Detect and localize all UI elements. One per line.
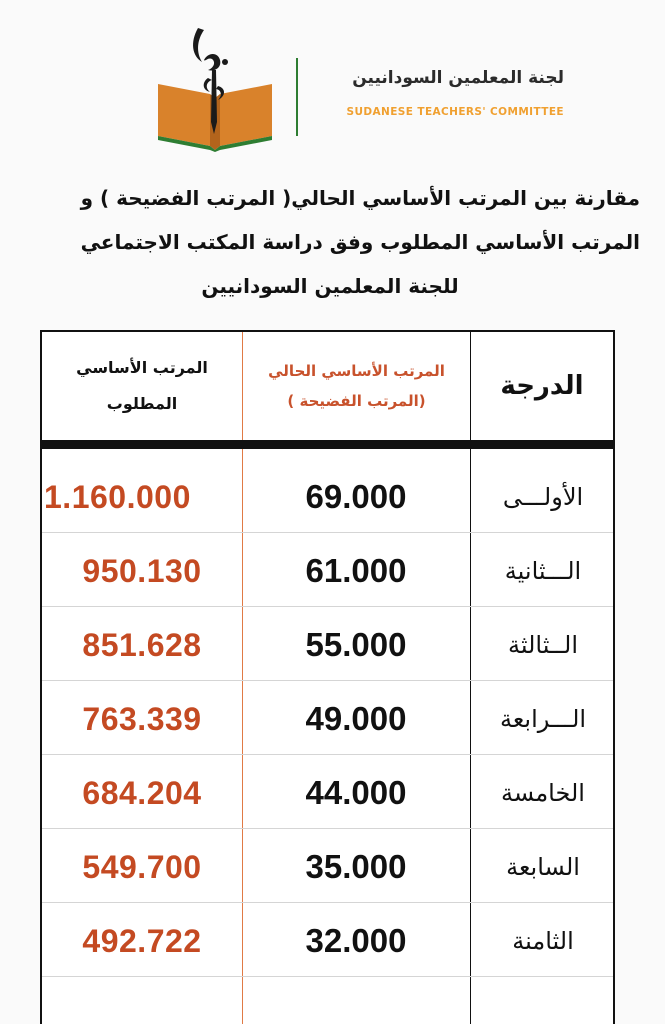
current-salary-cell: 49.000 <box>305 700 407 737</box>
header-required-line2: المطلوب <box>106 394 178 413</box>
header-required-line1: المرتب الأساسي <box>76 358 208 377</box>
header-grade <box>471 332 613 440</box>
row-divider <box>42 828 613 829</box>
required-salary-cell: 1.160.000 <box>44 478 191 515</box>
row-divider <box>42 976 613 977</box>
header-divider <box>296 58 298 136</box>
row-divider <box>42 902 613 903</box>
table-row <box>42 460 613 534</box>
grade-cell: الــثالثة <box>507 631 579 659</box>
title-line-2: المرتب الأساسي المطلوب وفق دراسة المكتب الاجتماعي <box>80 230 640 254</box>
current-salary-cell: 61.000 <box>305 552 407 589</box>
title-line-3: للجنة المعلمين السودانيين <box>201 274 459 298</box>
grade-cell: الـــثانية <box>504 557 582 585</box>
required-salary-cell: 549.700 <box>82 848 202 885</box>
grade-cell: السابعة <box>506 853 580 881</box>
current-salary-cell: 35.000 <box>305 848 407 885</box>
header <box>0 0 665 160</box>
row-divider <box>42 532 613 533</box>
row-divider <box>42 680 613 681</box>
table-row <box>42 534 613 608</box>
table-row <box>42 756 613 830</box>
current-salary-cell: 44.000 <box>305 774 407 811</box>
document-title <box>20 176 640 308</box>
table-row <box>42 830 613 904</box>
grade-cell: الخامسة <box>501 779 585 807</box>
current-salary-cell: 69.000 <box>305 478 407 515</box>
grade-cell: الثامنة <box>512 927 574 955</box>
required-salary-cell: 763.339 <box>82 700 202 737</box>
book-pen-logo <box>150 22 280 152</box>
table-row <box>42 904 613 978</box>
table-row <box>42 608 613 682</box>
header-grade-label: الدرجة <box>500 371 584 401</box>
header-separator-bar <box>40 440 615 449</box>
header-current-line2: (المرتب الفضيحة ) <box>287 392 426 410</box>
current-salary-cell: 55.000 <box>305 626 407 663</box>
grade-cell: الأولـــى <box>502 483 584 511</box>
header-current-line1: المرتب الأساسي الحالي <box>268 362 445 380</box>
org-name-english: SUDANESE TEACHERS' COMMITTEE <box>346 106 564 118</box>
row-divider <box>42 754 613 755</box>
title-line-1: مقارنة بين المرتب الأساسي الحالي( المرتب الفضيحة ) و <box>80 186 640 210</box>
grade-cell: الـــرابعة <box>499 705 587 733</box>
required-salary-cell: 492.722 <box>82 922 202 959</box>
salary-table <box>40 330 615 1024</box>
table-row <box>42 682 613 756</box>
required-salary-cell: 950.130 <box>82 552 202 589</box>
row-divider <box>42 606 613 607</box>
header-current-salary <box>243 332 470 440</box>
required-salary-cell: 684.204 <box>82 774 202 811</box>
current-salary-cell: 32.000 <box>305 922 407 959</box>
org-name-arabic: لجنة المعلمين السودانيين <box>352 68 564 88</box>
header-required-salary <box>42 332 242 440</box>
required-salary-cell: 851.628 <box>82 626 202 663</box>
